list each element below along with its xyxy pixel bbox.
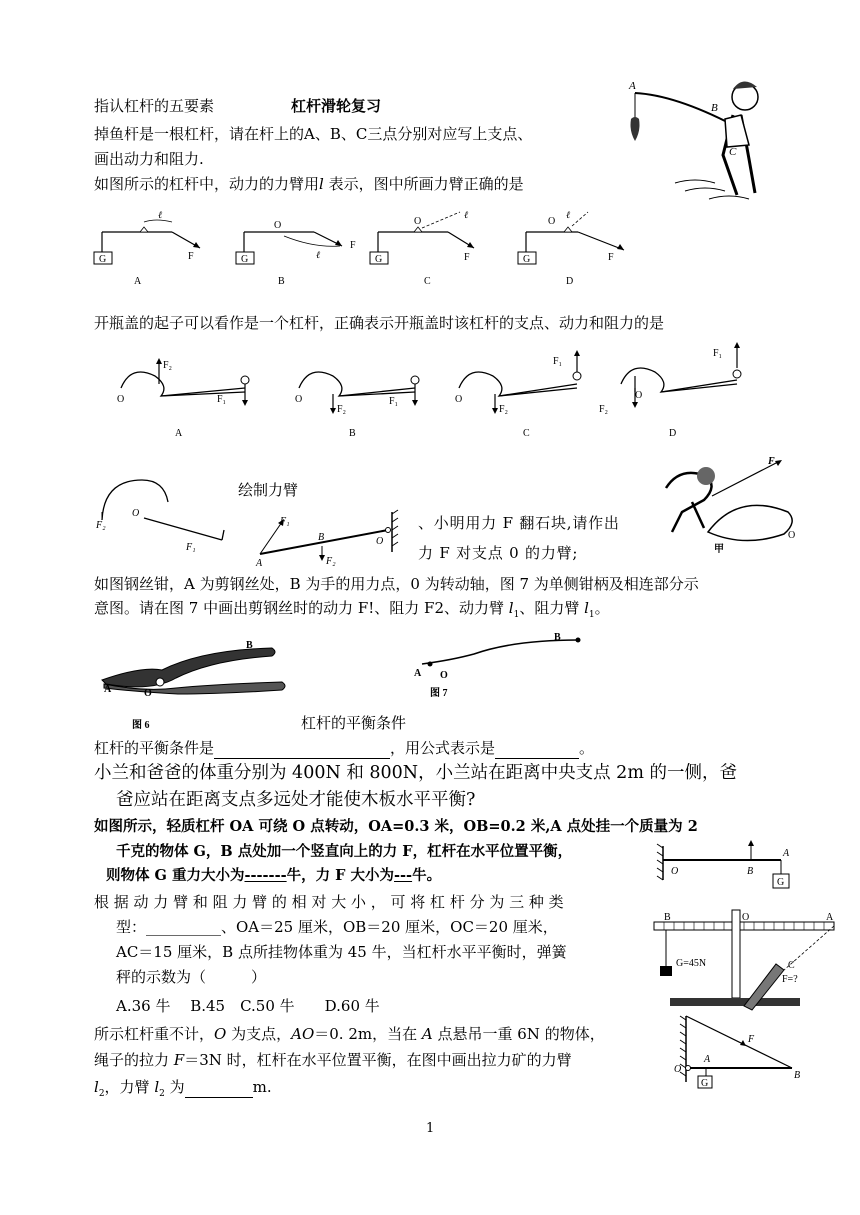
- question-rope-cont: 绳子的拉力 F＝3N 时，杠杆在水平位置平衡，在图中画出拉力矿的力臂: [94, 1051, 572, 1069]
- svg-text:F₁: F₁: [280, 516, 290, 527]
- svg-text:F₂: F₂: [499, 404, 509, 415]
- svg-text:A: A: [629, 80, 636, 92]
- fishing-figure: [615, 75, 775, 205]
- svg-text:ℓ: ℓ: [158, 210, 163, 221]
- question-rope-answer: $l_2$，力臂 $l_2$ 为 m.: [94, 1078, 272, 1099]
- svg-text:F: F: [188, 251, 194, 262]
- svg-text:F₁: F₁: [713, 348, 723, 359]
- svg-text:G: G: [375, 254, 383, 265]
- svg-text:A: A: [134, 276, 142, 287]
- lever-arm-options-figure: [88, 204, 648, 292]
- question-lever-types-3: AC＝15 厘米，B 点所挂物体重为 45 牛，当杠杆水平平衡时，弹簧: [116, 943, 567, 961]
- lever-option-c: [370, 210, 474, 287]
- svg-text:B: B: [349, 428, 356, 439]
- lever-oa-figure: [655, 830, 805, 900]
- svg-text:B: B: [711, 102, 718, 114]
- hook-lever-figure: [92, 478, 232, 558]
- svg-text:O: O: [144, 688, 152, 699]
- question-seesaw-cont: 爸应站在距离支点多远处才能使木板水平平衡?: [116, 790, 476, 810]
- svg-text:C: C: [729, 146, 737, 158]
- bottle-opener-options-figure: [105, 340, 755, 440]
- question-lever-oa-answer: 则物体 G 重力大小为-------牛，力 F 大小为---牛。: [106, 867, 442, 884]
- question-rope: 所示杠杆重不计，O 为支点，AO＝0. 2m，当在 A 点悬吊一重 6N 的物体，: [94, 1025, 605, 1043]
- svg-text:图 7: 图 7: [430, 688, 448, 699]
- stone-figure: [648, 452, 808, 556]
- section-heading-five-elements: 指认杠杆的五要素: [94, 97, 215, 115]
- lever-option-b: [236, 220, 356, 287]
- svg-text:B: B: [747, 866, 754, 877]
- svg-text:F₁: F₁: [553, 356, 563, 367]
- svg-text:B: B: [278, 276, 285, 287]
- svg-text:B: B: [246, 640, 253, 651]
- svg-text:A: A: [256, 558, 263, 569]
- question-pliers-cont: 意图。请在图 7 中画出剪钢丝时的动力 F!、阻力 F2、动力臂 $l_1$、阻力臂 $l_1$。: [94, 599, 610, 620]
- question-lever-types-4: 秤的示数为（ ）: [116, 968, 267, 986]
- page-number: 1: [426, 1121, 435, 1136]
- opener-option-b: [295, 372, 419, 439]
- svg-text:F₂: F₂: [599, 404, 609, 415]
- question-balance-condition: 杠杆的平衡条件是 ，用公式表示是 。: [94, 739, 595, 757]
- svg-text:A: A: [826, 912, 834, 923]
- svg-text:O: O: [414, 216, 422, 227]
- pliers-figure-6: [98, 634, 288, 734]
- svg-text:图 6: 图 6: [132, 720, 150, 731]
- question-fishing-rod: 掉鱼杆是一根杠杆，请在杆上的A、B、C三点分别对应写上支点、: [94, 125, 533, 143]
- svg-text:O: O: [274, 220, 282, 231]
- svg-text:O: O: [117, 394, 125, 405]
- svg-text:G: G: [701, 1078, 709, 1089]
- svg-text:F: F: [748, 1034, 755, 1045]
- question-lever-types: 根 据 动 力 臂 和 阻 力 臂 的 相 对 大 小 ， 可 将 杠 杆 分 为 三 种 类: [94, 893, 564, 911]
- svg-text:G: G: [777, 877, 785, 888]
- svg-text:D: D: [566, 276, 574, 287]
- question-fishing-rod-cont: 画出动力和阻力.: [94, 150, 204, 168]
- svg-text:O: O: [635, 390, 643, 401]
- svg-text:O: O: [295, 394, 303, 405]
- svg-text:F₂: F₂: [326, 556, 336, 567]
- svg-text:G: G: [99, 254, 107, 265]
- balance-figure: [650, 906, 840, 1010]
- svg-text:ℓ: ℓ: [566, 210, 571, 221]
- question-lever-oa: 如图所示，轻质杠杆 OA 可绕 O 点转动，OA=0.3 米，OB=0.2 米,A 点处挂一个质量为 2: [94, 818, 698, 835]
- svg-text:O: O: [671, 866, 679, 877]
- svg-text:F₁: F₁: [217, 394, 227, 405]
- svg-text:A: A: [175, 428, 183, 439]
- svg-text:B: B: [664, 912, 671, 923]
- svg-text:A: A: [104, 684, 112, 695]
- svg-text:G: G: [523, 254, 531, 265]
- svg-text:A: A: [783, 848, 790, 859]
- svg-text:O: O: [674, 1064, 682, 1075]
- question-stone: 、小明用力 F 翻石块,请作出: [418, 514, 620, 532]
- pliers-figure-7: [410, 630, 590, 700]
- svg-text:F₁: F₁: [389, 396, 399, 407]
- svg-text:O: O: [440, 670, 448, 681]
- svg-text:B: B: [554, 632, 561, 643]
- svg-text:F₁: F₁: [186, 542, 196, 553]
- svg-text:F: F: [464, 252, 470, 263]
- svg-text:G=45N: G=45N: [676, 958, 707, 969]
- question-stone-cont: 力 F 对支点 0 的力臂;: [418, 544, 579, 562]
- svg-text:A: A: [414, 668, 422, 679]
- opener-option-c: [455, 350, 581, 439]
- svg-text:F₂: F₂: [163, 360, 173, 371]
- svg-text:C: C: [788, 960, 795, 971]
- opener-option-a: [117, 358, 249, 439]
- rope-lever-figure: [668, 1012, 808, 1108]
- question-pliers: 如图钢丝钳，A 为剪钢丝处，B 为手的用力点，0 为转动轴，图 7 为单侧钳柄及相连部分示: [94, 575, 699, 593]
- lever-option-a: [94, 210, 200, 287]
- question-seesaw: 小兰和爸爸的体重分别为 400N 和 800N，小兰站在距离中央支点 2m 的一侧，爸: [94, 763, 737, 783]
- svg-text:ℓ: ℓ: [316, 250, 321, 261]
- svg-text:F=?: F=?: [782, 974, 798, 985]
- svg-text:O: O: [376, 536, 384, 547]
- question-bottle-opener: 开瓶盖的起子可以看作是一个杠杆，正确表示开瓶盖时该杠杆的支点、动力和阻力的是: [94, 314, 665, 332]
- answer-choices: A.36 牛 B.45 C.50 牛 D.60 牛: [116, 997, 380, 1015]
- svg-text:F: F: [350, 240, 356, 251]
- svg-text:B: B: [318, 532, 325, 543]
- svg-text:F: F: [608, 252, 614, 263]
- svg-text:G: G: [241, 254, 249, 265]
- section-heading-draw-arm: 绘制力臂: [238, 481, 299, 499]
- svg-text:F₂: F₂: [337, 404, 347, 415]
- svg-text:甲: 甲: [714, 544, 724, 555]
- inclined-rod-figure: [248, 508, 408, 568]
- svg-text:F₂: F₂: [96, 520, 106, 531]
- svg-text:O: O: [132, 508, 140, 519]
- svg-text:O: O: [548, 216, 556, 227]
- svg-text:O: O: [455, 394, 463, 405]
- svg-text:B: B: [794, 1070, 801, 1081]
- svg-text:D: D: [669, 428, 677, 439]
- svg-text:O: O: [788, 530, 796, 541]
- svg-text:ℓ: ℓ: [464, 210, 469, 221]
- svg-text:C: C: [523, 428, 530, 439]
- question-lever-arm: 如图所示的杠杆中，动力的力臂用l 表示，图中所画力臂正确的是: [94, 175, 524, 193]
- question-lever-oa-cont: 千克的物体 G，B 点处加一个竖直向上的力 F，杠杆在水平位置平衡，: [116, 843, 573, 860]
- svg-text:A: A: [704, 1054, 711, 1065]
- opener-option-d: [599, 342, 741, 439]
- lever-option-d: [518, 210, 624, 287]
- svg-text:F: F: [768, 456, 775, 467]
- question-lever-types-2: 型：__________、OA＝25 厘米，OB＝20 厘米，OC＝20 厘米，: [116, 918, 558, 936]
- page-title: 杠杆滑轮复习: [291, 97, 382, 115]
- svg-text:C: C: [424, 276, 431, 287]
- section-heading-balance: 杠杆的平衡条件: [301, 714, 407, 732]
- svg-text:O: O: [742, 912, 750, 923]
